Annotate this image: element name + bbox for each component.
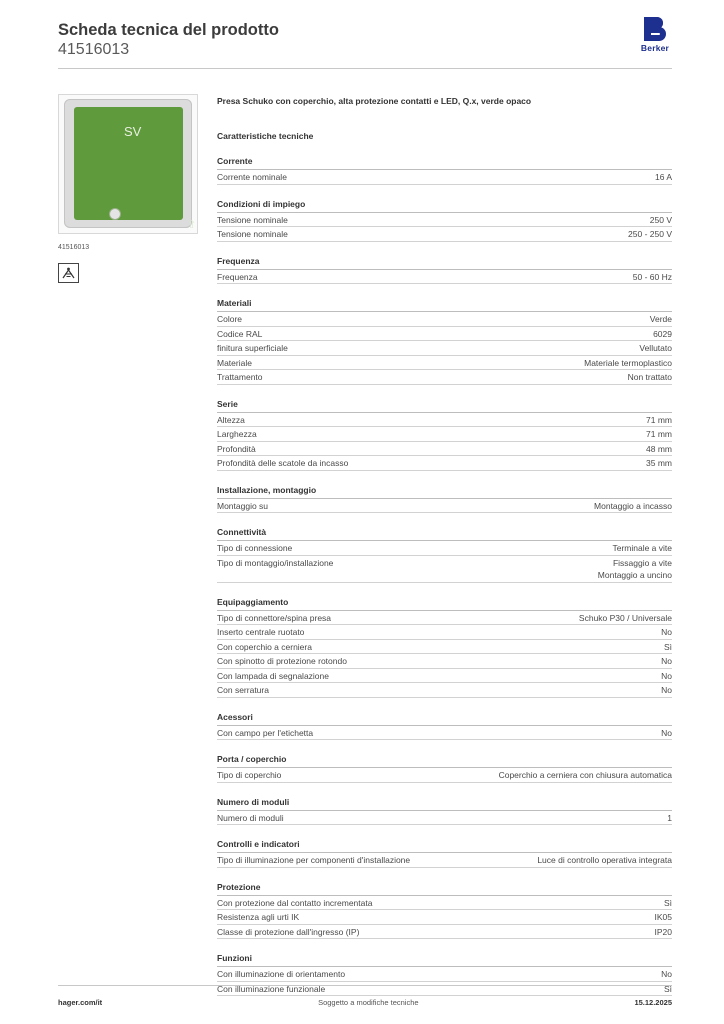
spec-row — [217, 556, 672, 583]
spec-value: Materiale termoplastico — [584, 357, 672, 368]
spec-row — [217, 853, 672, 868]
spec-label: Con coperchio a cerniera — [217, 641, 312, 652]
spec-label: Materiale — [217, 357, 252, 368]
spec-label: Colore — [217, 314, 243, 324]
brand-name: Berker — [640, 43, 670, 53]
spec-row — [217, 910, 672, 925]
spec-label: Montaggio su — [217, 500, 269, 511]
spec-value: 6029 — [653, 328, 672, 339]
section-heading: Materiali — [217, 298, 672, 312]
tech-specs-title: Caratteristiche tecniche — [217, 131, 314, 141]
spec-row — [217, 811, 672, 826]
spec-value: 250 - 250 V — [628, 229, 672, 239]
spec-row — [217, 982, 672, 997]
spec-row — [217, 327, 672, 342]
spec-section — [217, 953, 672, 996]
spec-row — [217, 499, 672, 514]
spec-label: Inserto centrale ruotato — [217, 627, 305, 637]
spec-row — [217, 625, 672, 640]
spec-label: Trattamento — [217, 372, 263, 382]
spec-section — [217, 597, 672, 698]
product-code: 41516013 — [58, 41, 130, 58]
spec-row — [217, 768, 672, 783]
spec-label: Profondità — [217, 443, 256, 454]
spec-row — [217, 413, 672, 428]
footer-date: 15.12.2025 — [634, 998, 672, 1007]
page-title: Scheda tecnica del prodotto — [58, 21, 279, 39]
spec-value: Sì — [663, 897, 672, 908]
spec-row — [217, 640, 672, 655]
spec-label: Tensione nominale — [217, 214, 288, 225]
spec-row — [217, 312, 672, 327]
spec-row — [217, 925, 672, 940]
section-heading: Numero di moduli — [217, 797, 672, 811]
spec-section — [217, 754, 672, 783]
spec-row — [217, 896, 672, 911]
led-indicator — [110, 209, 120, 219]
spec-label: Tipo di connessione — [217, 543, 293, 553]
section-heading: Serie — [217, 399, 672, 413]
spec-label: Tensione nominale — [217, 229, 288, 239]
spec-value: Fissaggio a vite Montaggio a uncino — [597, 557, 672, 580]
socket-cover-plate — [74, 107, 197, 231]
spec-label: Tipo di connettore/spina presa — [217, 612, 332, 623]
spec-label: Altezza — [217, 414, 245, 425]
footer-note: Soggetto a modifiche tecniche — [318, 998, 419, 1007]
page-header — [58, 20, 279, 59]
spec-value: 16 A — [654, 172, 672, 182]
spec-row — [217, 726, 672, 741]
spec-value: Terminale a vite — [612, 543, 672, 553]
spec-label: Larghezza — [217, 429, 257, 439]
spec-value: 250 V — [649, 214, 672, 225]
spec-value: 50 - 60 Hz — [632, 271, 672, 282]
spec-value: No — [661, 627, 672, 637]
spec-row — [217, 611, 672, 626]
spec-value: Coperchio a cerniera con chiusura automatica — [498, 770, 672, 780]
spec-section — [217, 298, 672, 385]
spec-value: No — [661, 727, 672, 738]
spec-value: Non trattato — [627, 372, 672, 382]
berker-logo-mark — [641, 17, 669, 41]
spec-value: Sì — [663, 983, 672, 994]
spec-section — [217, 712, 672, 741]
section-heading: Protezione — [217, 882, 672, 896]
spec-row — [217, 654, 672, 669]
spec-value: Verde — [649, 314, 672, 324]
section-heading: Equipaggiamento — [217, 597, 672, 611]
section-heading: Corrente — [217, 156, 672, 170]
section-heading: Installazione, montaggio — [217, 485, 672, 499]
spec-value: 48 mm — [646, 443, 672, 454]
spec-row — [217, 356, 672, 371]
product-title: Presa Schuko con coperchio, alta protezione contatti e LED, Q.x, verde opaco — [217, 96, 532, 106]
spec-row — [217, 442, 672, 457]
spec-value: 1 — [667, 812, 672, 823]
header-divider — [58, 68, 672, 69]
spec-row — [217, 270, 672, 285]
spec-section — [217, 797, 672, 826]
open-arrow-icon: ⇧ — [187, 219, 197, 231]
spec-label: finitura superficiale — [217, 343, 288, 353]
spec-section — [217, 199, 672, 242]
section-heading: Connettività — [217, 527, 672, 541]
footer-divider — [58, 985, 672, 986]
section-heading: Porta / coperchio — [217, 754, 672, 768]
spec-label: Con lampada di segnalazione — [217, 670, 329, 681]
spec-label: Codice RAL — [217, 328, 263, 339]
spec-value: Montaggio a incasso — [594, 500, 672, 511]
spec-label: Tipo di illuminazione per componenti d'installazione — [217, 855, 411, 865]
spec-value: Sì — [663, 641, 672, 652]
spec-value: Schuko P30 / Universale — [578, 612, 672, 623]
spec-row — [217, 683, 672, 698]
spec-section — [217, 156, 672, 185]
section-heading: Condizioni di impiego — [217, 199, 672, 213]
spec-label: Classe di protezione dall'ingresso (IP) — [217, 926, 360, 937]
spec-value: 35 mm — [646, 458, 672, 468]
spec-section — [217, 527, 672, 583]
spec-label: Con illuminazione funzionale — [217, 983, 326, 994]
spec-value: IK05 — [654, 912, 672, 922]
installation-symbol-icon — [58, 263, 79, 283]
socket-frame — [64, 99, 197, 231]
spec-label: Con serratura — [217, 685, 269, 695]
spec-row — [217, 370, 672, 385]
spec-value: No — [661, 969, 672, 979]
spec-row — [217, 967, 672, 982]
spec-content — [217, 95, 672, 996]
footer-website[interactable]: hager.com/it — [58, 998, 103, 1007]
spec-label: Con spinotto di protezione rotondo — [217, 656, 347, 666]
spec-value: No — [661, 685, 672, 695]
product-image — [58, 94, 198, 234]
spec-section — [217, 256, 672, 285]
spec-section — [217, 399, 672, 471]
section-heading: Acessori — [217, 712, 672, 726]
spec-label: Resistenza agli urti IK — [217, 912, 300, 922]
spec-label: Con campo per l'etichetta — [217, 727, 314, 738]
section-heading: Frequenza — [217, 256, 672, 270]
spec-row — [217, 227, 672, 242]
spec-sections — [217, 156, 672, 996]
plate-label: SV — [124, 124, 142, 139]
spec-row — [217, 341, 672, 356]
spec-value: 71 mm — [646, 414, 672, 425]
spec-section — [217, 839, 672, 868]
section-heading: Funzioni — [217, 953, 672, 967]
spec-label: Con illuminazione di orientamento — [217, 969, 346, 979]
spec-value: Luce di controllo operativa integrata — [537, 855, 672, 865]
spec-section — [217, 882, 672, 940]
spec-row — [217, 541, 672, 556]
image-caption: 41516013 — [58, 244, 90, 251]
spec-row — [217, 427, 672, 442]
page-footer — [58, 998, 672, 1007]
spec-label: Tipo di montaggio/installazione — [217, 557, 334, 568]
spec-row — [217, 170, 672, 185]
spec-value: Vellutato — [639, 343, 672, 353]
spec-row — [217, 213, 672, 228]
section-heading: Controlli e indicatori — [217, 839, 672, 853]
spec-value: IP20 — [654, 926, 672, 937]
spec-label: Profondità delle scatole da incasso — [217, 458, 349, 468]
spec-value: 71 mm — [646, 429, 672, 439]
spec-value: No — [661, 656, 672, 666]
spec-label: Numero di moduli — [217, 812, 284, 823]
spec-label: Con protezione dal contatto incrementata — [217, 897, 373, 908]
spec-row — [217, 456, 672, 471]
berker-logo — [638, 17, 672, 53]
spec-label: Tipo di coperchio — [217, 770, 282, 780]
spec-label: Frequenza — [217, 271, 258, 282]
spec-row — [217, 669, 672, 684]
spec-section — [217, 485, 672, 514]
spec-label: Corrente nominale — [217, 172, 287, 182]
spec-value: No — [661, 670, 672, 681]
